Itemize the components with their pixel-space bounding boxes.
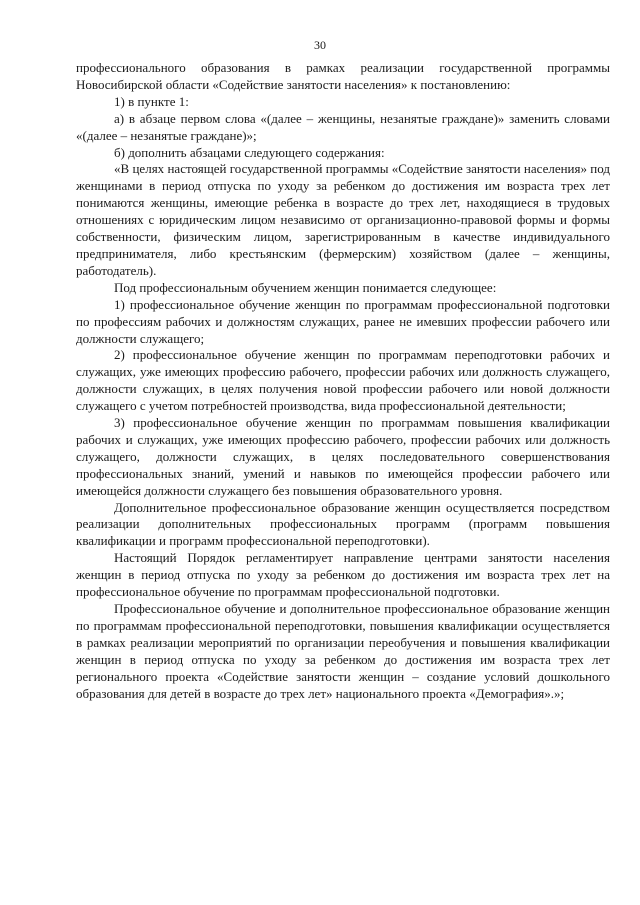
paragraph-item-1: 1) в пункте 1: <box>114 93 189 109</box>
document-body <box>76 60 610 702</box>
page-number: 30 <box>314 38 326 52</box>
paragraph-national-project: Профессиональное обучение и дополнительное профессиональное образование женщин по программам профессиональной переподготовки, повышения квалификации осуществляется в рамках реализации мероприятий по организации переобучения и повышения квалификации женщин в период отпуска по уходу за ребенком до достижения им возраста трех лет регионального проекта «Содействие занятости женщин – создание условий дошкольного образования для детей в возрасте до трех лет» национального проекта «Демография».»; <box>76 601 610 701</box>
paragraph-training-intro: Под профессиональным обучением женщин понимается следующее: <box>114 279 497 295</box>
paragraph-procedure: Настоящий Порядок регламентирует направление центрами занятости населения женщин в период отпуска по уходу за ребенком до достижения им возраста трех лет на профессиональное обучение по программам профессиональной подготовки. <box>76 550 610 600</box>
paragraph-intro: профессионального образования в рамках реализации государственной программы Новосибирской области «Содействие занятости населения» к постановлению: <box>76 60 610 92</box>
paragraph-training-3: 3) профессиональное обучение женщин по программам повышения квалификации рабочих и служащих, уже имеющих профессию рабочего, профессии рабочих или должность служащего, должности служащих, в целях последовательного совершенствования профессиональных знаний, умений и навыков по имеющейся профессии рабочего или имеющейся должности служащего без повышения образовательного уровня. <box>76 415 610 498</box>
paragraph-subitem-b: б) дополнить абзацами следующего содержания: <box>114 144 385 160</box>
paragraph-training-1: 1) профессиональное обучение женщин по программам профессиональной подготовки по профессиям рабочих и должностям служащих, ранее не имевших профессии рабочего или должности служащего; <box>76 296 610 346</box>
paragraph-subitem-a: а) в абзаце первом слова «(далее – женщины, незанятые граждане)» заменить словами «(далее – незанятые граждане)»; <box>76 110 610 143</box>
paragraph-training-2: 2) профессиональное обучение женщин по программам переподготовки рабочих и служащих, уже имеющих профессию рабочего, профессии рабочих или должность служащего, должности служащих, в целях получения новой профессии рабочего или новой должности служащего с учетом потребностей производства, вида профессиональной деятельности; <box>76 347 610 414</box>
paragraph-definition-women: «В целях настоящей государственной программы «Содействие занятости населения» под женщинами в период отпуска по уходу за ребенком до достижения им возраста трех лет понимаются женщины, имеющие ребенка в возрасте до трех лет, находящиеся в трудовых отношениях с юридическим лицом независимо от организационно-правовой формы и формы собственности, физическим лицом, зарегистрированным в качестве индивидуального предпринимателя, либо крестьянским (фермерским) хозяйством (далее – женщины, работодатель). <box>76 161 610 278</box>
paragraph-additional-education: Дополнительное профессиональное образование женщин осуществляется посредством реализации дополнительных профессиональных программ (программ повышения квалификации и программ профессиональной переподготовки). <box>76 499 610 549</box>
